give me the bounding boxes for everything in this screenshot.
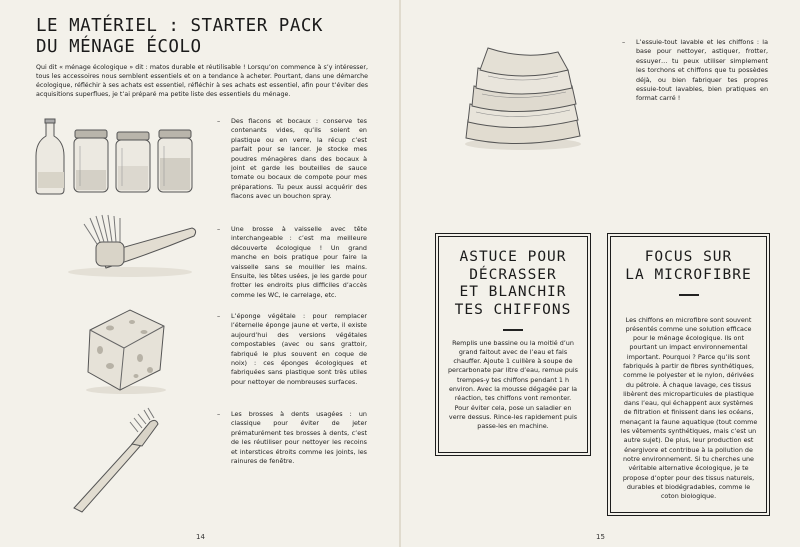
title-line-2: DU MÉNAGE ÉCOLO: [36, 37, 202, 57]
sponge-illustration: [80, 300, 170, 396]
intro-paragraph: Qui dit « ménage écologique » dit : matos durable et réutilisable ! Lorsqu’on commence à s’y intéresser, tous les accessoires nous semblent essentiels et on a tendance à acheter. Pourtant, dans une démarche écologique, réfléchir à ses achats est essentiel, réfléchir à ses achats est essentiel, afin pour t’éviter des acquisitions superflues, je t’ai préparé ma petite liste des essentiels du ménage.: [36, 64, 368, 98]
focus-title: [611, 248, 766, 284]
list-item-sponge: [217, 312, 367, 387]
list-item-jars: [217, 117, 367, 202]
list-dash: –: [217, 312, 221, 320]
astuce-box: [438, 236, 588, 453]
list-dash: –: [217, 410, 221, 418]
dish-brush-illustration: [60, 210, 200, 280]
list-item-text: L’éponge végétale : pour remplacer l’éternelle éponge jaune et verte, il existe aujourd’hui des versions végétales compostables (avec ou sans grattoir, fabriqué le plus souvent en coque de noix) : ces éponges écologiques et fabriquées sans plastique sont très utiles pour nettoyer de nombreuses surfaces.: [231, 312, 367, 386]
list-item-text: Une brosse à vaisselle avec tête interchangeable : c’est ma meilleure découverte écologique ! Un grand manche en bois pratique pour faire la vaisselle sans se mouiller les mains. Ensuite, les têtes usées, je les garde pour frotter les endroits plus difficiles d’accès comme les WC, le carrelage, etc.: [231, 225, 367, 299]
list-item-toothbrush: [217, 410, 367, 466]
jars-illustration: [34, 118, 202, 196]
title-rule: [679, 294, 699, 296]
astuce-title-line-4: TES CHIFFONS: [454, 301, 572, 318]
focus-title-line-1: FOCUS SUR: [644, 249, 733, 265]
astuce-title: [439, 249, 587, 319]
list-item-text: Des flacons et bocaux : conserve tes contenants vides, qu’ils soient en plastique ou en verre, la récup c’est parfait pour se lancer. Je stocke mes poudres ménagères dans des bocaux à joint et garde les bouteilles de sauce tomate ou bocaux de compote pour mes préparations. Tu peux aussi acquérir des flacons avec un bouchon spray.: [231, 117, 367, 201]
astuce-title-line-3: ET BLANCHIR: [459, 284, 567, 300]
toothbrush-illustration: [60, 400, 170, 515]
list-item-dish-brush: [217, 225, 367, 300]
astuce-title-line-1: ASTUCE POUR: [459, 249, 567, 265]
astuce-body: Remplis une bassine ou la moitié d’un grand faitout avec de l’eau et fais chauffer. Ajoute 1 cuillère à soupe de percarbonate par litre d’eau, remue puis trempes-y tes chiffons pendant 1 h environ. Avec la mousse dégagée par la réaction, tes chiffons vont remonter. Pour éviter cela, pose un saladier en verre dessus. Rince-les rapidement puis passe-les en machine.: [448, 338, 578, 431]
focus-body: Les chiffons en microfibre sont souvent présentés comme une solution efficace pour le ménage écologique. Ils ont pourtant un impact environnemental important. Pourquoi ? Parce qu’ils sont fabriqués à partir de fibres synthétiques, comme le polyester et le nylon, dérivées du pétrole. À chaque lavage, ces tissus libèrent des microparticules de plastique dans l’eau, qui échappent aux systèmes de filtration et finissent dans les océans, menaçant la faune aquatique (tout comme les vêtements synthétiques, mais c’est un autre sujet). De plus, leur production est énergivore et contribue à la pollution de notre environnement. Si tu cherches une véritable alternative écologique, je te propose d’opter pour des tissus naturels, durables et biodégradables, comme le coton biologique.: [619, 315, 758, 501]
list-dash: –: [217, 117, 221, 125]
page-number: 14: [196, 533, 205, 541]
list-dash: –: [217, 225, 221, 233]
page-number: 15: [596, 533, 605, 541]
list-item-towels: [622, 38, 768, 104]
focus-title-line-2: LA MICROFIBRE: [625, 267, 752, 283]
focus-box: [610, 236, 767, 513]
title-line-1: LE MATÉRIEL : STARTER PACK: [36, 16, 323, 36]
astuce-title-line-2: DÉCRASSER: [469, 266, 557, 283]
list-item-text: L’essuie-tout lavable et les chiffons : la base pour nettoyer, astiquer, frotter, essuyer… tu peux utiliser simplement les torchons et chiffons que tu possèdes déjà, ou bien fabriquer tes propres essuie-tout lavables, bien pratiques en format carré !: [636, 38, 768, 103]
right-page: [400, 0, 800, 547]
list-item-text: Les brosses à dents usagées : un classique pour éviter de jeter prématurément tes brosses à dents, c’est de les réutiliser pour nettoyer les recoins et interstices étroits comme les joints, les rainures de fenêtre.: [231, 410, 367, 466]
folded-cloths-illustration: [458, 40, 588, 152]
title-rule: [503, 329, 523, 331]
page-title: [36, 16, 323, 58]
list-dash: –: [622, 38, 626, 46]
